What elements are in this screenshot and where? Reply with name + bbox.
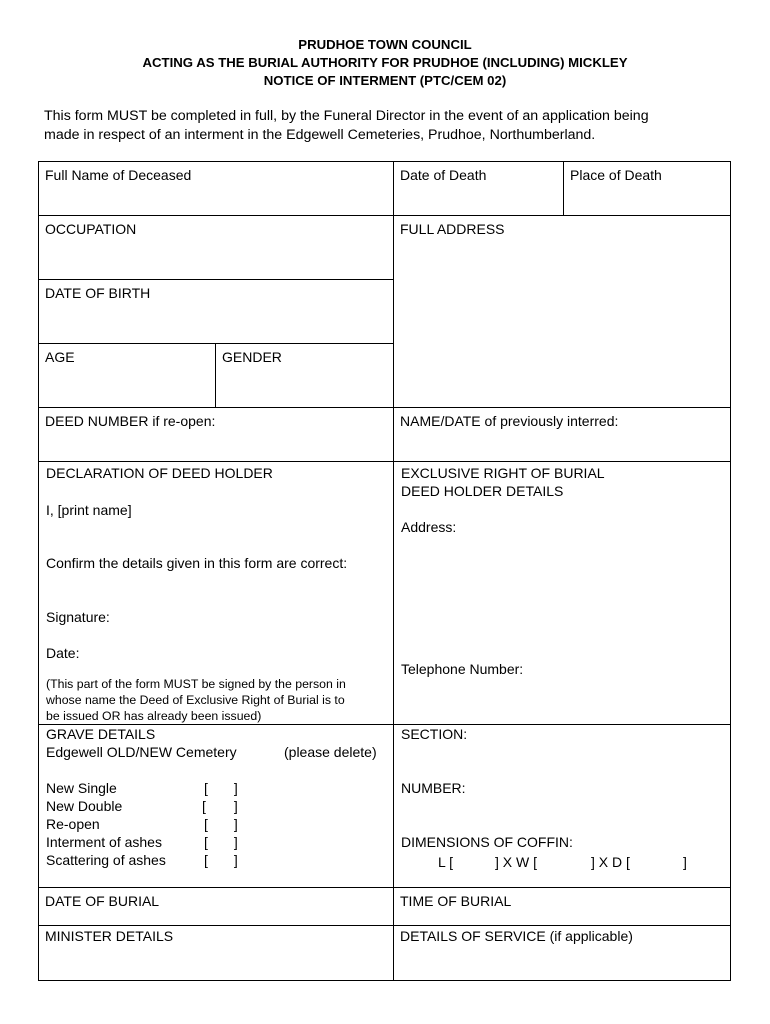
grave-details-title: GRAVE DETAILS — [46, 726, 156, 742]
date-of-burial-label: DATE OF BURIAL — [45, 893, 160, 909]
depth-close-bracket: ] — [683, 854, 687, 870]
checkbox-re-open[interactable]: [ ] — [204, 816, 238, 832]
length-open-bracket[interactable]: L [ — [438, 854, 454, 870]
details-of-service-label: DETAILS OF SERVICE (if applicable) — [400, 928, 633, 944]
signature-label[interactable]: Signature: — [46, 609, 110, 625]
declaration-note — [46, 676, 391, 724]
width-open-bracket[interactable]: ] X W [ — [495, 854, 537, 870]
declaration-note-line-3: be issued OR has already been issued) — [46, 709, 262, 723]
deed-number-label: DEED NUMBER if re-open: — [45, 413, 216, 429]
age-field[interactable] — [38, 343, 216, 408]
gender-label: GENDER — [222, 349, 282, 365]
option-re-open: Re-open — [46, 816, 100, 832]
intro-line-1: This form MUST be completed in full, by the Funeral Director in the event of an application being — [44, 108, 649, 124]
declaration-section — [38, 461, 394, 725]
option-new-double: New Double — [46, 798, 123, 814]
option-interment-of-ashes: Interment of ashes — [46, 834, 162, 850]
checkbox-interment-of-ashes[interactable]: [ ] — [204, 834, 238, 850]
deed-holder-title-1: EXCLUSIVE RIGHT OF BURIAL — [401, 465, 605, 481]
minister-details-field[interactable] — [38, 925, 394, 981]
date-of-death-label: Date of Death — [400, 167, 487, 183]
date-of-birth-field[interactable] — [38, 279, 394, 344]
form-header — [0, 36, 770, 90]
details-of-service-field[interactable] — [393, 925, 731, 981]
telephone-label[interactable]: Telephone Number: — [401, 661, 524, 677]
full-address-label: FULL ADDRESS — [400, 221, 505, 237]
confirm-label: Confirm the details given in this form are correct: — [46, 555, 348, 571]
date-of-birth-label: DATE OF BIRTH — [45, 285, 151, 301]
section-label[interactable]: SECTION: — [401, 726, 468, 742]
date-of-burial-field[interactable] — [38, 887, 394, 926]
option-scattering-of-ashes: Scattering of ashes — [46, 852, 166, 868]
checkbox-scattering-of-ashes[interactable]: [ ] — [204, 852, 238, 868]
authority-line: ACTING AS THE BURIAL AUTHORITY FOR PRUDHOE (INCLUDING) MICKLEY — [142, 55, 628, 70]
date-of-death-field[interactable] — [393, 161, 564, 216]
dimensions-label: DIMENSIONS OF COFFIN: — [401, 834, 573, 850]
occupation-field[interactable] — [38, 215, 394, 280]
declaration-date-label[interactable]: Date: — [46, 645, 80, 661]
occupation-label: OCCUPATION — [45, 221, 137, 237]
cemetery-label[interactable]: Edgewell OLD/NEW Cemetery — [46, 744, 237, 760]
minister-details-label: MINISTER DETAILS — [45, 928, 174, 944]
checkbox-new-single[interactable]: [ ] — [204, 780, 238, 796]
print-name-label[interactable]: I, [print name] — [46, 502, 132, 518]
deed-holder-section — [393, 461, 731, 725]
full-name-label: Full Name of Deceased — [45, 167, 192, 183]
number-label[interactable]: NUMBER: — [401, 780, 466, 796]
please-delete-note: (please delete) — [284, 744, 377, 760]
previously-interred-field[interactable] — [393, 407, 731, 462]
age-label: AGE — [45, 349, 75, 365]
full-name-field[interactable] — [38, 161, 394, 216]
declaration-note-line-2: whose name the Deed of Exclusive Right of Burial is to — [46, 693, 345, 707]
time-of-burial-label: TIME OF BURIAL — [400, 893, 512, 909]
declaration-title: DECLARATION OF DEED HOLDER — [46, 465, 273, 481]
previously-interred-label: NAME/DATE of previously interred: — [400, 413, 619, 429]
place-of-death-field[interactable] — [563, 161, 731, 216]
grave-location-section — [393, 724, 731, 888]
deed-number-field[interactable] — [38, 407, 394, 462]
deed-holder-address-label[interactable]: Address: — [401, 519, 457, 535]
option-new-single: New Single — [46, 780, 117, 796]
checkbox-new-double[interactable]: [ ] — [202, 798, 238, 814]
council-name: PRUDHOE TOWN COUNCIL — [298, 37, 472, 52]
form-title: NOTICE OF INTERMENT (PTC/CEM 02) — [263, 73, 507, 88]
declaration-note-line-1: (This part of the form MUST be signed by the person in — [46, 677, 346, 691]
place-of-death-label: Place of Death — [570, 167, 662, 183]
time-of-burial-field[interactable] — [393, 887, 731, 926]
grave-details-section — [38, 724, 394, 888]
full-address-field[interactable] — [393, 215, 731, 408]
gender-field[interactable] — [215, 343, 394, 408]
intro-text — [44, 107, 734, 145]
intro-line-2: made in respect of an interment in the Edgewell Cemeteries, Prudhoe, Northumberland. — [44, 127, 596, 143]
depth-open-bracket[interactable]: ] X D [ — [591, 854, 630, 870]
deed-holder-title-2: DEED HOLDER DETAILS — [401, 483, 564, 499]
